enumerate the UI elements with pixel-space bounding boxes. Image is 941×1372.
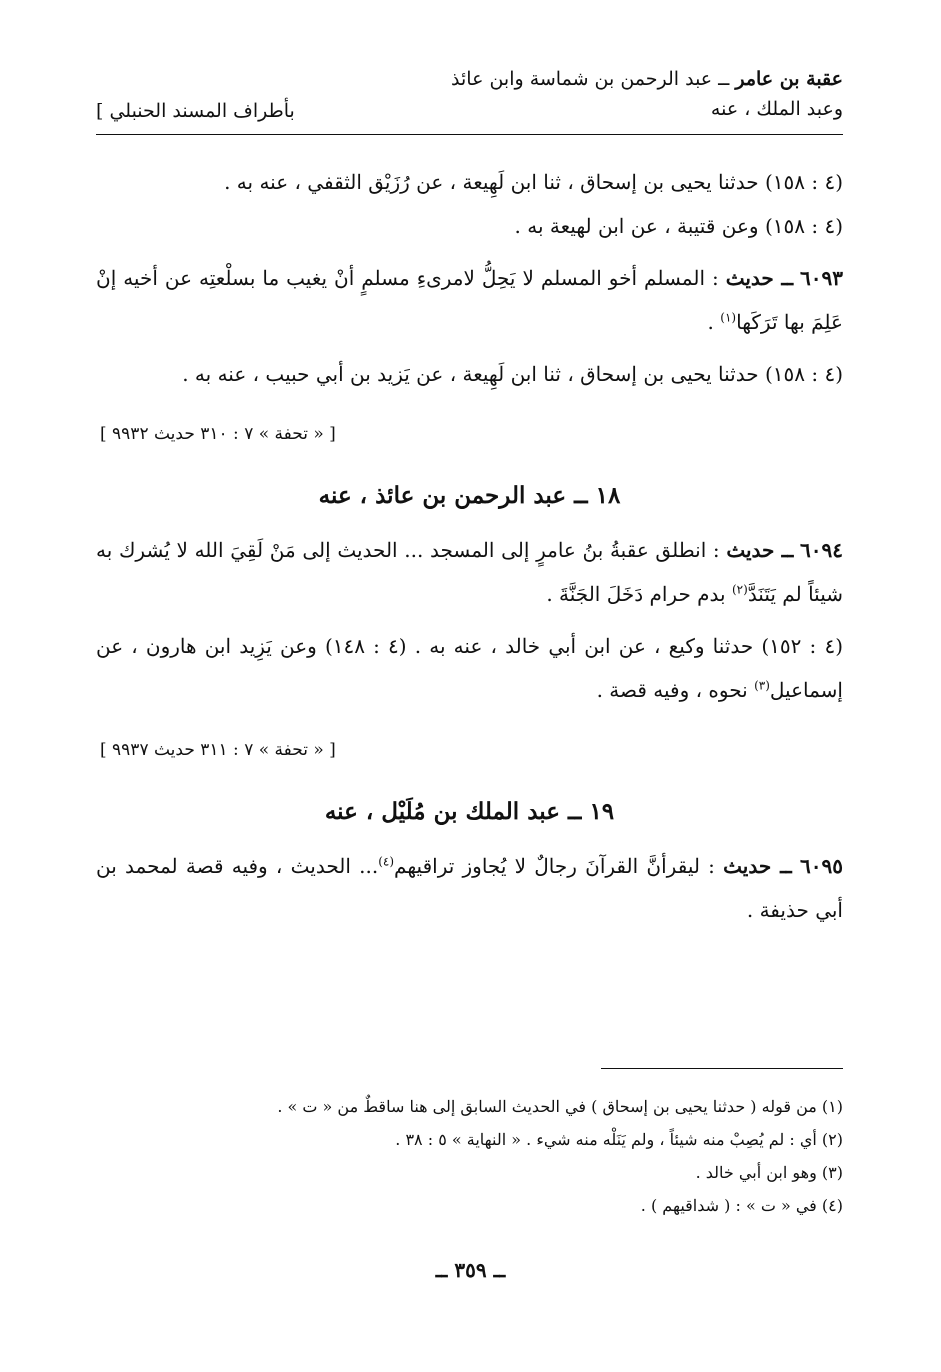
footnote-3: (٣) وهو ابن أبي خالد . (695, 1163, 843, 1182)
footnote-2: (٢) أي : لم يُصِبْ منه شيئاً ، ولم يَنَلْه منه شيء . « النهاية » ٥ : ٣٨ . (395, 1130, 843, 1149)
header-title-rest: ــ عبد الرحمن بن شماسة وابن عائذ (451, 68, 736, 90)
footnote-1: (١) من قوله ( حدثنا يحيى بن إسحاق ) في الحديث السابق إلى هنا ساقطٌ من « ت » . (277, 1097, 843, 1116)
isnad-line: (٤ : ١٥٨) حدثنا يحيى بن إسحاق ، ثنا ابن لَهِيعة ، عن رُزَيْق الثقفي ، عنه به . (224, 170, 843, 194)
page-number: ــ ٣٥٩ ــ (435, 1258, 506, 1282)
section-heading-19: ١٩ ــ عبد الملك بن مُلَيْل ، عنه (324, 798, 615, 825)
hadith-text: : المسلم أخو المسلم لا يَحِلُّ لامرىءِ مسلمٍ أنْ يغيب ما بسلْعتِه عن أخيه إنْ عَلِمَ بها تَرَكَها (96, 266, 843, 334)
tuhfa-reference: [ « تحفة » ٧ : ٣١١ حديث ٩٩٣٧ ] (100, 740, 336, 760)
hadith-text: : انطلق عقبةُ بنُ عامرٍ إلى المسجد ... الحديث إلى مَنْ لَقِيَ الله لا يُشرك به شيئاً لم يَتَنَدَّ (96, 538, 843, 606)
isnad-line: (٤ : ١٥٨) وعن قتيبة ، عن ابن لهيعة به . (514, 214, 843, 238)
footnote-marker: (٣) (754, 678, 770, 693)
tuhfa-reference: [ « تحفة » ٧ : ٣١٠ حديث ٩٩٣٢ ] (100, 424, 336, 444)
footnotes (96, 1090, 843, 1222)
footnote-4: (٤) في « ت » : ( شداقيهم ) . (640, 1196, 843, 1215)
main-text (96, 160, 843, 932)
isnad-line: (٤ : ١٥٨) حدثنا يحيى بن إسحاق ، ثنا ابن لَهِيعة ، عن يَزيد بن أبي حبيب ، عنه به . (182, 362, 843, 386)
hadith-keyword: حديث (723, 854, 772, 878)
hadith-number: ٦٠٩٤ (800, 538, 843, 562)
running-header-right (423, 64, 843, 124)
footnote-marker: (١) (720, 310, 737, 325)
header-line-2: وعبد الملك ، عنه (710, 98, 843, 120)
section-heading-18: ١٨ ــ عبد الرحمن بن عائذ ، عنه (318, 482, 621, 509)
running-header-book: بأطراف المسند الحنبلي ] (96, 100, 295, 122)
hadith-6093: ٦٠٩٣ ــ حديث : المسلم أخو المسلم لا يَحِلُّ لامرىءِ مسلمٍ أنْ يغيب ما بسلْعتِه عن أخيه إنْ عَلِمَ بها تَرَكَها$^{(١)}$ . (96, 266, 843, 334)
header-rule (96, 134, 843, 135)
header-line-1 (423, 64, 843, 94)
isnad-paragraph: (٤ : ١٥٢) حدثنا وكيع ، عن ابن أبي خالد ، عنه به . (٤ : ١٤٨) وعن يَزِيد ابن هارون ، عن إسماعيل$^{(٣)}$ نحوه ، وفيه قصة . (96, 634, 843, 702)
hadith-6094: ٦٠٩٤ ــ حديث : انطلق عقبةُ بنُ عامرٍ إلى المسجد ... الحديث إلى مَنْ لَقِيَ الله لا يُشرك به شيئاً لم يَتَنَدَّ$^{(٢)}$ بدم حرام دَخَلَ الجَنَّةَ . (96, 538, 843, 606)
hadith-keyword: حديث (725, 266, 774, 290)
hadith-number: ٦٠٩٥ (800, 854, 843, 878)
footnote-rule (601, 1068, 843, 1069)
hadith-6095: ٦٠٩٥ ــ حديث : ليقرأنَّ القرآنَ رجالٌ لا يُجاوز تراقيهم$^{(٤)}$... الحديث ، وفيه قصة لمحمد بن أبي حذيفة . (96, 854, 843, 922)
hadith-text: : ليقرأنَّ القرآنَ رجالٌ لا يُجاوز تراقيهم (394, 854, 724, 878)
footnote-marker: (٤) (378, 854, 395, 869)
hadith-number: ٦٠٩٣ (800, 266, 843, 290)
header-title-bold: عقبة بن عامر (735, 68, 843, 90)
footnote-marker: (٢) (731, 582, 748, 597)
hadith-keyword: حديث (726, 538, 775, 562)
